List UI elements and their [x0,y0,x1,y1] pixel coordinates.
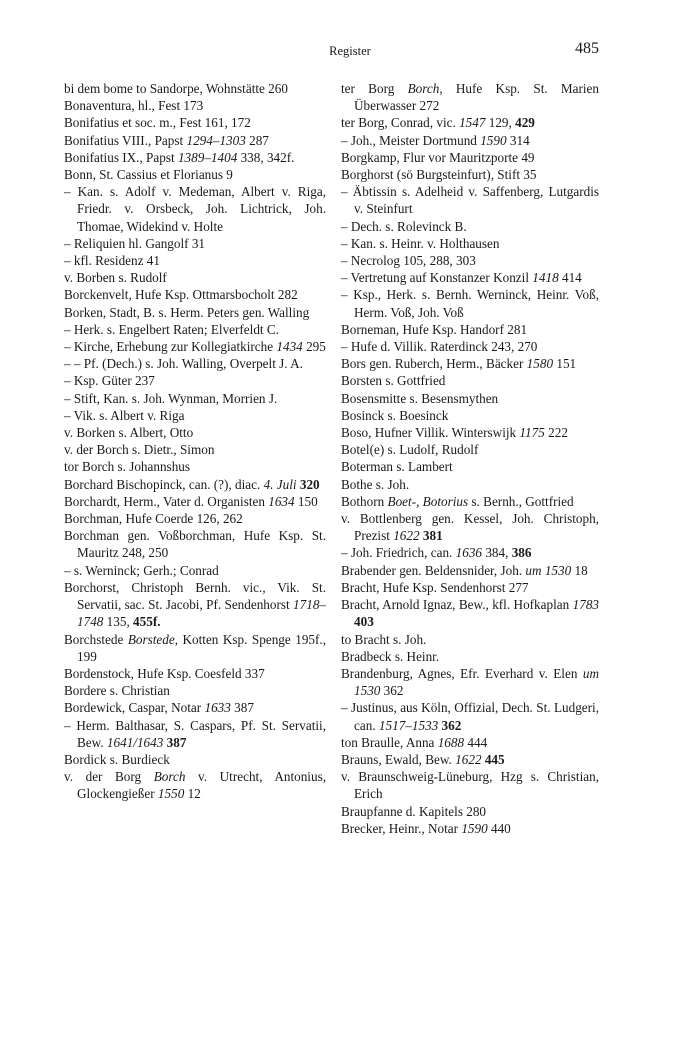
index-entry-text: um 1530 [525,562,572,578]
index-entry-text: 386 [511,545,532,561]
index-entry-text: 1580 [526,356,554,372]
index-entry-text: – Ksp. Güter 237 [64,373,155,389]
index-entry-text: 414 [558,270,582,286]
index-entry-text: 1550 [157,786,185,802]
index-entry-text: 1175 [519,425,545,441]
index-entry [341,269,599,286]
index-entry-text: 295 [302,339,326,355]
index-entry [64,424,326,441]
index-entry-text: – Kirche, Erhebung zur Kollegiatkirche [64,339,277,355]
index-entry [64,562,326,579]
index-entry [341,631,599,648]
index-entry-text: 387 [166,734,187,750]
index-entry-text: tor Borch s. Johannshus [64,459,191,475]
index-entry [64,407,326,424]
index-entry-text: 381 [422,528,443,544]
index-entry-text: Borchorst, Christoph Bernh. vic., Vik. St. Servatii, sac. St. Jacobi, Pf. Sendenhorst [64,579,326,613]
index-entry-text: 403 [354,614,374,630]
index-entry-text: 1688 [437,734,465,750]
index-entry [64,441,326,458]
index-entry [64,338,326,355]
index-entry-text: Botel(e) s. Ludolf, Rudolf [341,442,479,458]
index-entry [64,304,326,321]
index-entry-text: Bracht, Arnold Ignaz, Bew., kfl. Hofkaplan [341,597,573,613]
index-entry [64,183,326,235]
index-entry [341,820,599,837]
index-entry-text: 287 [245,132,269,148]
index-entry-text: 362 [380,683,404,699]
index-entry [341,390,599,407]
index-entry-text: – kfl. Residenz 41 [64,253,160,269]
index-entry-text: Bracht, Hufe Ksp. Sendenhorst 277 [341,579,529,595]
index-entry-text: , Kotten Ksp. Spenge 195f., 199 [77,631,327,664]
index-entry-text: – Joh., Meister Dortmund [341,132,481,148]
index-entry [64,510,326,527]
index-entry-text: – Justinus, aus Köln, Offizial, Dech. St. Ludgeri, can. [341,700,599,733]
index-entry-text: 1547 [459,115,486,131]
index-entry [64,132,326,149]
index-entry-text: Bonifatius VIII., Papst [64,132,187,148]
index-entry-text: um 1530 [354,665,599,699]
index-entry-text: 1590 [480,132,507,148]
index-entry-text: Borckenvelt, Hufe Ksp. Ottmarsbocholt 282 [64,287,298,303]
index-entry-text: ter Borg [341,81,408,96]
index-entry [341,665,599,699]
index-entry [64,682,326,699]
index-entry [341,768,599,802]
index-entry [341,183,599,217]
index-entry [64,390,326,407]
index-entry [64,321,326,338]
index-entry-text: Borchard Bischopinck, can. (?), diac. [64,476,264,492]
index-entry [341,166,599,183]
index-entry [341,252,599,269]
index-entry-text: Bordenstock, Hufe Ksp. Coesfeld 337 [64,665,265,681]
index-entry [341,510,599,544]
index-entry-text: 1590 [461,820,488,836]
index-entry [341,149,599,166]
index-entry-text: 455f. [133,614,161,630]
index-entry-text: ton Braulle, Anna [341,734,438,750]
index-entry-text: Bordick s. Burdieck [64,751,170,767]
index-entry-text: 1718–1748 [77,597,326,630]
index-entry-text: – Reliquien hl. Gangolf 31 [64,235,206,251]
index-entry-text: Brauns, Ewald, Bew. [341,751,456,767]
index-entry-text: 362 [441,717,462,733]
index-entry [64,286,326,303]
index-entry [64,252,326,269]
index-entry [341,424,599,441]
index-entry [64,149,326,166]
index-entry-text: 150 [294,493,318,509]
index-entry-text: Bordere s. Christian [64,683,170,699]
index-entry-text: Braupfanne d. Kapitels 280 [341,803,487,819]
index-entry-text: – Herm. Balthasar, S. Caspars, Pf. St. Servatii, Bew. [64,717,326,750]
index-entry [64,527,326,561]
index-entry-text: Borgkamp, Flur vor Mauritzporte 49 [341,149,535,165]
index-entry-text: 1622 [455,751,482,767]
index-entry [341,493,599,510]
index-entry-text: Borstede [127,631,175,647]
index-entry-text: Brecker, Heinr., Notar [341,820,462,836]
index-entry [341,338,599,355]
index-entry-text: – Kan. s. Adolf v. Medeman, Albert v. Riga, Friedr. v. Orsbeck, Joh. Lichtrick, Joh. Thomae, Widekind v. Holte [64,184,326,234]
index-entry-text: 1517–1533 [378,717,439,733]
index-entry-text: Borchman gen. Voßborchman, Hufe Ksp. St. Mauritz 248, 250 [64,528,326,561]
index-entry-text: Borch [153,769,186,785]
index-entry [341,286,599,320]
index-entry-text: , Hufe Ksp. St. Marien Überwasser 272 [354,81,599,114]
index-entry-text: v. Braunschweig-Lüneburg, Hzg s. Christian, Erich [341,769,599,802]
index-entry [64,699,326,716]
index-entry-text: Bonaventura, hl., Fest 173 [64,98,204,114]
index-entry [341,596,599,630]
index-entry [341,458,599,475]
index-entry-text: 1634 [268,493,295,509]
index-entry-text: – Ksp., Herk. s. Bernh. Werninck, Heinr. Voß, Herm. Voß, Joh. Voß [341,287,599,320]
index-entry-text: Boterman s. Lambert [341,459,453,475]
index-entry-text: 151 [553,356,577,372]
index-entry-text: – Hufe d. Villik. Raterdinck 243, 270 [341,339,538,355]
index-entry-text: v. Bottlenberg gen. Kessel, Joh. Christoph, Prezist [341,511,599,544]
index-entry-text: v. Borben s. Rudolf [64,270,167,286]
index-entry-text: Bors gen. Ruberch, Herm., Bäcker [341,356,527,372]
index-entry-text: – Stift, Kan. s. Joh. Wynman, Morrien J. [64,390,278,406]
index-entry-text: v. Borken s. Albert, Otto [64,425,194,441]
index-entry [341,114,599,131]
index-entry [64,80,326,97]
index-entry [341,80,599,114]
index-entry [64,751,326,768]
index-entry [341,372,599,389]
index-entry-text: 4. Juli [263,476,297,492]
index-entry-text: 1434 [276,339,303,355]
index-entry-text: 129, [485,115,516,131]
index-entry-text: Borken, Stadt, B. s. Herm. Peters gen. Walling [64,304,310,320]
index-entry-text: – Vertretung auf Konstanzer Konzil [341,270,533,286]
index-entry [64,372,326,389]
index-entry [341,235,599,252]
index-entry-text: Borch [407,81,440,96]
index-entry-text: 1636 [455,545,483,561]
index-entry [64,665,326,682]
index-entry-text: 1294–1303 [186,132,246,148]
index-entry-text: Bradbeck s. Heinr. [341,648,440,664]
page-header [0,40,700,62]
index-entry-text: 1622 [393,528,420,544]
index-entry-text: Boso, Hufner Villik. Winterswijk [341,425,520,441]
index-entry-text: Boet-, Botorius [387,493,469,509]
index-entry [64,579,326,631]
index-entry [341,579,599,596]
index-entry [64,235,326,252]
index-entry-text: Bothe s. Joh. [341,476,410,492]
index-entry-text: – Necrolog 105, 288, 303 [341,253,476,269]
index-entry-text: 445 [484,751,505,767]
index-entry-text: Bordewick, Caspar, Notar [64,700,205,716]
index-entry-text: 1418 [532,270,559,286]
index-entry-text: Brandenburg, Agnes, Efr. Everhard v. Elen [341,665,583,681]
index-entry-text: 1633 [204,700,231,716]
index-entry-text: 314 [506,132,530,148]
index-entry [341,544,599,561]
index-column-right [341,80,599,837]
index-entry [341,218,599,235]
index-entry-text: Brabender gen. Beldensnider, Joh. [341,562,526,578]
index-entry-text: v. der Borch s. Dietr., Simon [64,442,215,458]
index-entry-text: 135, [103,614,134,630]
index-entry [341,476,599,493]
index-entry [341,734,599,751]
index-entry-text: 1389–1404 [177,149,238,165]
index-entry-text: Borghorst (sö Burgsteinfurt), Stift 35 [341,167,537,183]
index-entry-text: Bonn, St. Cassius et Florianus 9 [64,167,233,183]
index-entry [341,562,599,579]
index-entry-text: ter Borg, Conrad, vic. [341,115,460,131]
index-entry [64,458,326,475]
index-entry-text: – Herk. s. Engelbert Raten; Elverfeldt C. [64,321,279,337]
index-entry-text: 444 [464,734,488,750]
index-entry-text: – Kan. s. Heinr. v. Holthausen [341,235,500,251]
index-entry-text: – – Pf. (Dech.) s. Joh. Walling, Overpelt J. A. [64,356,303,372]
index-entry-text: 429 [515,115,535,131]
index-entry-text: – Dech. s. Rolevinck B. [341,218,467,234]
index-entry-text: 320 [299,476,320,492]
index-entry-text: – s. Werninck; Gerh.; Conrad [64,562,219,578]
index-entry-text: v. der Borg [64,769,154,785]
index-entry-text: Borchstede [64,631,128,647]
index-entry [341,441,599,458]
index-entry-text: 387 [230,700,254,716]
page-number: 485 [575,40,599,57]
index-entry-text: Borchman, Hufe Coerde 126, 262 [64,511,243,527]
index-entry [341,648,599,665]
index-entry-text: Bosinck s. Boesinck [341,407,449,423]
index-entry-text: Bonifatius et soc. m., Fest 161, 172 [64,115,251,131]
index-entry [341,803,599,820]
index-entry [64,631,326,665]
index-entry-text: 384, [482,545,512,561]
index-entry [64,166,326,183]
index-entry [341,751,599,768]
index-entry [341,407,599,424]
index-entry-text: Bosensmitte s. Besensmythen [341,390,499,406]
index-entry [64,97,326,114]
index-entry-text: 1783 [572,597,599,613]
index-entry-text: – Äbtissin s. Adelheid v. Saffenberg, Lutgardis v. Steinfurt [341,184,599,217]
index-entry [64,493,326,510]
index-entry-text: Borchardt, Herm., Vater d. Organisten [64,493,269,509]
index-entry [341,699,599,733]
index-entry-text: – Vik. s. Albert v. Riga [64,407,185,423]
index-entry-text: 338, 342f. [237,149,295,165]
index-entry-text: – Joh. Friedrich, can. [341,545,456,561]
index-entry [64,355,326,372]
index-entry [64,114,326,131]
index-entry-text: s. Bernh., Gottfried [468,493,574,509]
index-entry-text: Borneman, Hufe Ksp. Handorf 281 [341,321,528,337]
index-entry [64,476,326,493]
index-entry-text: bi dem bome to Sandorpe, Wohnstätte 260 [64,81,288,96]
index-entry-text: to Bracht s. Joh. [341,631,427,647]
index-entry-text: v. Utrecht, Antonius, Glockengießer [77,769,326,802]
index-entry-text: 12 [184,786,201,802]
index-entry [341,132,599,149]
index-entry-text: Bothorn [341,493,388,509]
index-entry-text: 1641/1643 [106,734,164,750]
index-entry-text: Borsten s. Gottfried [341,373,446,389]
index-entry [64,269,326,286]
index-entry [64,717,326,751]
index-entry-text: 222 [544,425,568,441]
index-entry-text: 440 [487,820,511,836]
index-column-left [64,80,326,803]
index-entry-text: 18 [571,562,588,578]
index-entry-text: Bonifatius IX., Papst [64,149,178,165]
index-entry [341,321,599,338]
index-entry [64,768,326,802]
index-entry [341,355,599,372]
running-head: Register [329,44,371,58]
